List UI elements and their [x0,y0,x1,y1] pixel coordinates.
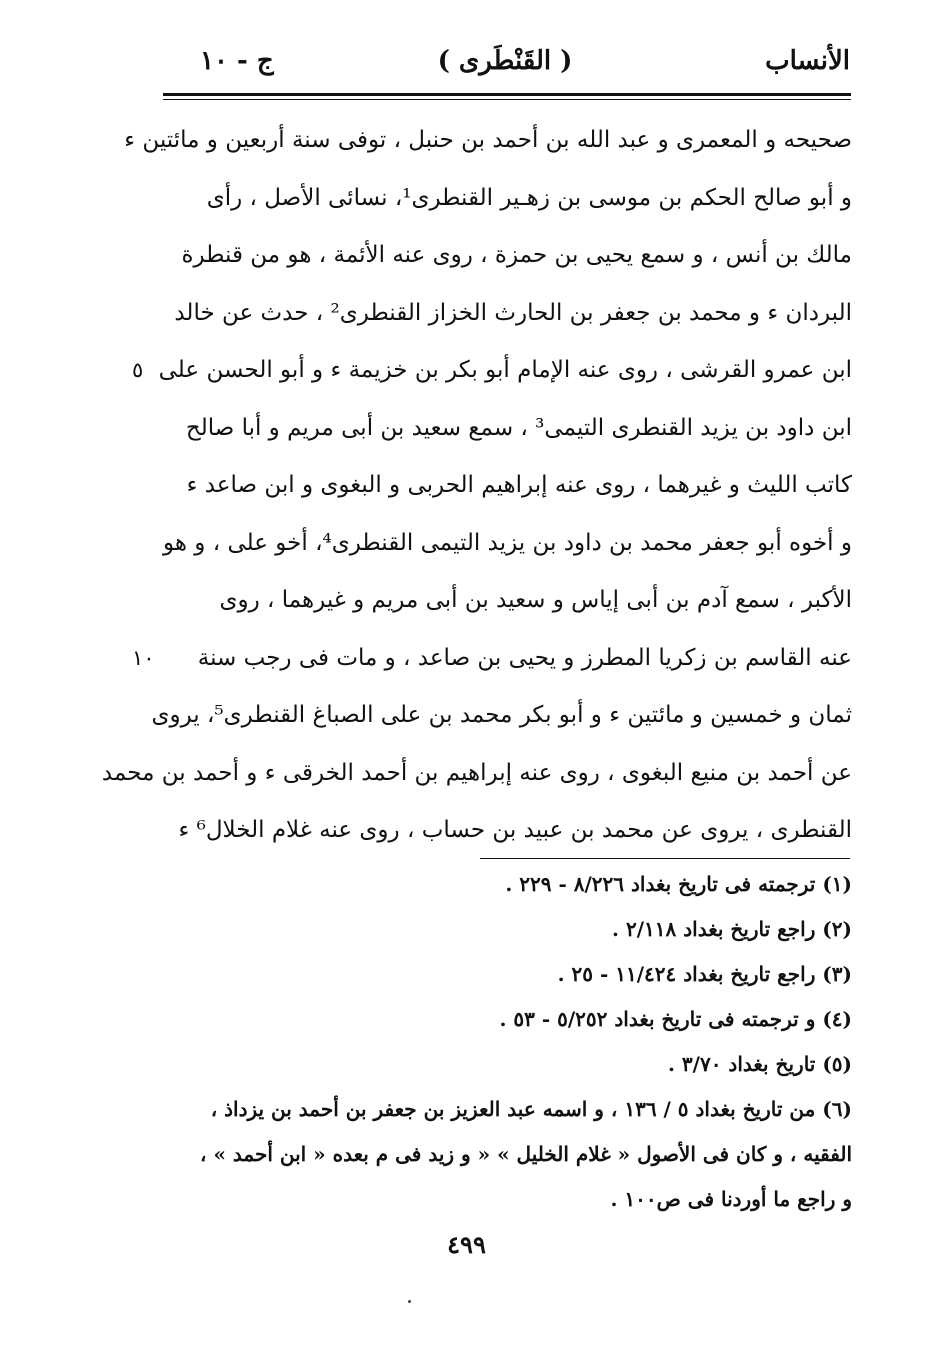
text-line [140,285,852,343]
header-volume: ج - ١٠ [200,46,274,76]
line-text: كاتب الليث و غيرهما ، روى عنه إبراهيم الحربى و البغوى و ابن صاعد ء [186,472,852,498]
line-number: ٥ [132,358,144,382]
text-line [140,457,852,515]
footnote: (٣) راجع تاريخ بغداد ١١/٤٢٤ - ٢٥ . [557,962,852,986]
line-text: عن أحمد بن منيع البغوى ، روى عنه إبراهيم بن أحمد الخرقى ء و أحمد بن محمد [101,759,852,786]
line-text: البردان ء و محمد بن جعفر بن الحارث الخزاز القنطرى² ، حدث عن خالد [174,299,852,326]
text-line [140,802,852,860]
text-line [140,515,852,573]
text-line [140,400,852,458]
line-text: مالك بن أنس ، و سمع يحيى بن حمزة ، روى عنه الأئمة ، هو من قنطرة [181,242,852,268]
footnotes [160,862,852,1222]
page-number: ٤٩٩ [447,1230,486,1259]
line-text: الأكبر ، سمع آدم بن أبى إياس و سعيد بن أبى مريم و غيرهما ، روى [219,587,852,613]
text-line [132,630,852,688]
text-line [124,112,852,170]
line-text: القنطرى ، يروى عن محمد بن عبيد بن حساب ، روى عنه غلام الخلال⁶ ء [178,817,852,843]
header-entry-title: ( القَنْطَرى ) [437,46,573,76]
scan-speck [408,1300,411,1303]
line-text: ابن عمرو القرشى ، روى عنه الإمام أبو بكر بن خزيمة ء و أبو الحسن على [158,357,852,383]
footnote: (٥) تاريخ بغداد ٣/٧٠ . [667,1052,852,1076]
footnote-rule [480,858,850,859]
line-text: و أخوه أبو جعفر محمد بن داود بن يزيد التيمى القنطرى⁴، أخو على ، و هو [162,529,852,556]
footnote: (٤) و ترجمته فى تاريخ بغداد ٥/٢٥٢ - ٥٣ . [499,1007,852,1031]
footnote: الفقيه ، و كان فى الأصول « غلام الخليل » « و زيد فى م بعده « ابن أحمد » ، [200,1142,852,1166]
text-line [140,227,852,285]
text-line [140,572,852,630]
text-line [132,342,852,400]
header-book-title: الأنساب [765,46,850,76]
main-text [101,112,852,860]
line-text: عنه القاسم بن زكريا المطرز و يحيى بن صاعد ، و مات فى رجب سنة [197,644,852,671]
line-number: ١٠ [132,645,155,670]
line-text: ابن داود بن يزيد القنطرى التيمى³ ، سمع سعيد بن أبى مريم و أبا صالح [185,414,852,441]
footnote: و راجع ما أوردنا فى ص١٠٠ . [610,1187,852,1211]
text-line [140,170,852,228]
text-line [101,745,852,803]
header-rule-thick [163,93,851,96]
line-text: صحيحه و المعمرى و عبد الله بن أحمد بن حنبل ، توفى سنة أربعين و مائتين ء [124,127,852,153]
footnote: (٦) من تاريخ بغداد ٥ / ١٣٦ ، و اسمه عبد العزيز بن جعفر بن أحمد بن يزداذ ، [210,1097,852,1121]
footnote: (١) ترجمته فى تاريخ بغداد ٨/٢٢٦ - ٢٢٩ . [505,872,852,896]
header-rule-thin [163,99,851,100]
text-line [140,687,852,745]
running-header [160,46,850,86]
line-text: و أبو صالح الحكم بن موسى بن زهـير القنطرى¹، نسائى الأصل ، رأى [206,184,852,211]
footnote: (٢) راجع تاريخ بغداد ٢/١١٨ . [612,917,852,941]
line-text: ثمان و خمسين و مائتين ء و أبو بكر محمد بن على الصباغ القنطرى⁵، يروى [151,702,852,728]
